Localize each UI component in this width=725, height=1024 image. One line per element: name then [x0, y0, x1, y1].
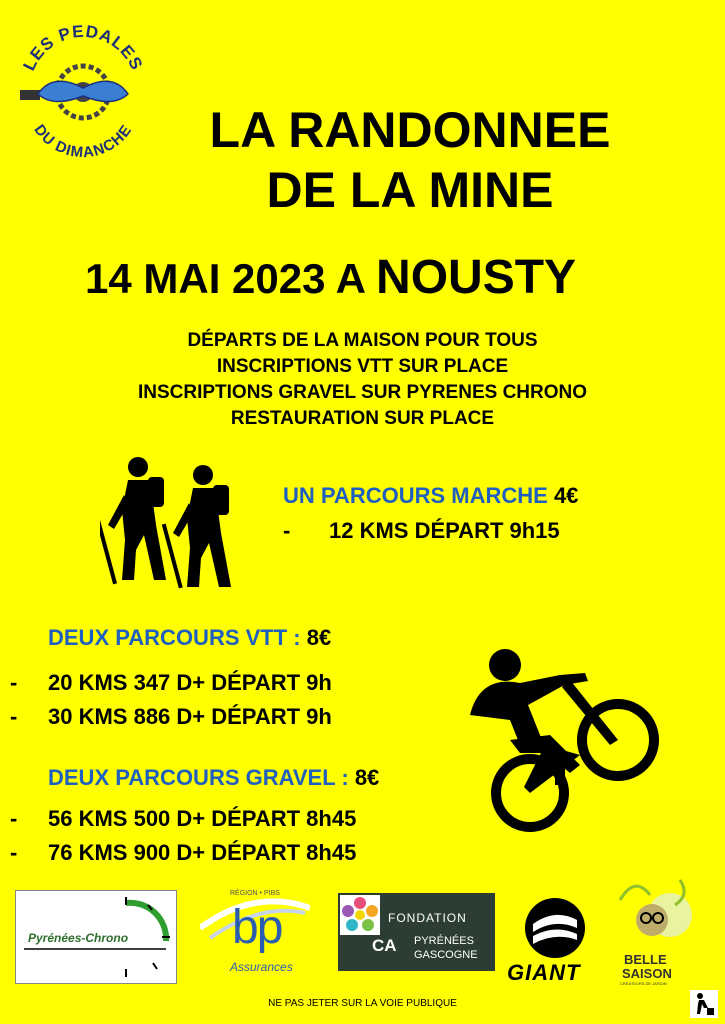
sponsor-logo-pyrenees-chrono: [15, 890, 177, 984]
route-dash: -: [10, 670, 18, 695]
sponsor-logo-bp: [200, 890, 310, 982]
gravel-route: [10, 840, 356, 866]
route-dash: -: [10, 840, 18, 865]
vtt-route: [10, 670, 332, 696]
route-text: 30 KMS 886 D+ DÉPART 9h: [48, 704, 332, 729]
marche-heading: [283, 483, 578, 509]
pyrenees-chrono-text: Pyrénées-Chrono: [28, 931, 129, 945]
footer-notice: NE PAS JETER SUR LA VOIE PUBLIQUE: [268, 998, 457, 1009]
marche-route: [283, 518, 560, 544]
gravel-heading: [48, 765, 379, 791]
bp-text: bp: [232, 901, 282, 954]
route-dash: -: [10, 704, 18, 729]
club-logo: [8, 12, 158, 162]
event-location: NOUSTY: [376, 251, 577, 304]
gravel-heading-text: DEUX PARCOURS GRAVEL :: [48, 765, 355, 790]
bp-top-text: RÉGION • PIBS: [230, 890, 280, 897]
event-title-line1: LA RANDONNEE: [209, 102, 611, 158]
sponsor-logo-giant: [505, 898, 605, 988]
info-line: INSCRIPTIONS VTT SUR PLACE: [216, 356, 509, 377]
pyrenees-gascogne-line2: GASCOGNE: [414, 949, 478, 961]
sponsor-logo-fondation: [338, 893, 495, 971]
vtt-heading-text: DEUX PARCOURS VTT :: [48, 625, 307, 650]
vtt-route: [10, 704, 332, 730]
fondation-text: FONDATION: [388, 911, 467, 925]
belle-saison-line2: SAISON: [622, 966, 672, 981]
route-text: 76 KMS 900 D+ DÉPART 8h45: [48, 840, 357, 865]
club-logo-bottom-text: DU DIMANCHE: [30, 121, 136, 162]
club-logo-top-text: LES PEDALES: [19, 21, 147, 74]
fondation-flower-icon: [340, 895, 380, 935]
sponsor-logo-belle-saison: [610, 870, 695, 990]
marche-heading-text: UN PARCOURS MARCHE: [283, 483, 554, 508]
giant-text: GIANT: [507, 960, 581, 985]
hikers-icon: [100, 455, 250, 590]
bp-assurances-text: Assurances: [230, 960, 293, 974]
event-title-line2: DE LA MINE: [266, 162, 554, 218]
gravel-route: [10, 806, 356, 832]
svg-text:DU DIMANCHE: [31, 122, 136, 162]
route-text: 56 KMS 500 D+ DÉPART 8h45: [48, 806, 357, 831]
belle-saison-line1: BELLE: [624, 952, 667, 967]
pyrenees-gascogne-line1: PYRÉNÉES: [414, 935, 474, 947]
date-text: 14 MAI 2023 A: [85, 255, 377, 302]
info-line: RESTAURATION SUR PLACE: [230, 408, 495, 429]
route-dash: -: [283, 518, 291, 543]
mountain-biker-icon: [450, 645, 675, 835]
gravel-price: 8€: [354, 765, 380, 790]
event-date: [85, 250, 576, 305]
vtt-heading: [48, 625, 331, 651]
route-dash: -: [10, 806, 18, 831]
info-line: INSCRIPTIONS GRAVEL SUR PYRENES CHRONO: [137, 382, 588, 403]
ca-text: CA: [372, 936, 397, 955]
marche-price: 4€: [553, 483, 579, 508]
info-line: DÉPARTS DE LA MAISON POUR TOUS: [187, 330, 538, 351]
belle-saison-sub: CRÉATEURS DE JARDIN: [620, 981, 667, 986]
route-text: 20 KMS 347 D+ DÉPART 9h: [48, 670, 332, 695]
route-text: 12 KMS DÉPART 9h15: [329, 518, 560, 543]
vtt-price: 8€: [306, 625, 332, 650]
